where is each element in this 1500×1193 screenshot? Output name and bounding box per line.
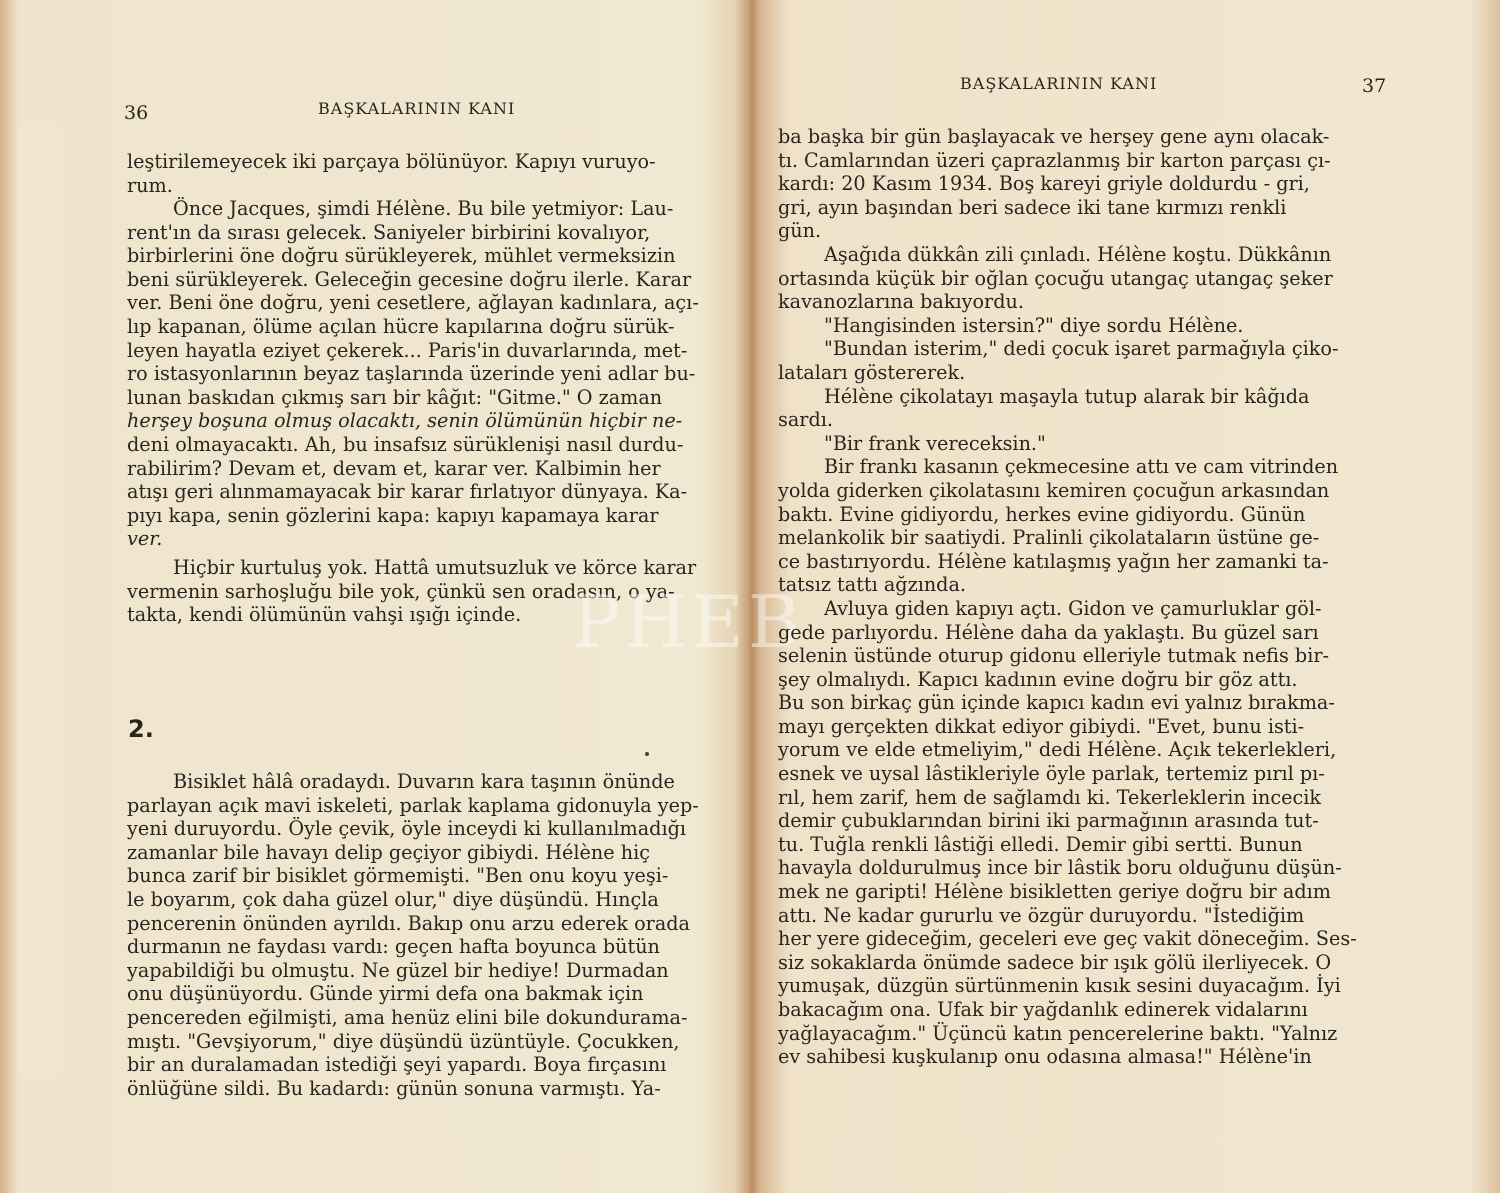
text-line: yorum ve elde etmeliyim," dedi Hélène. Açık tekerlekleri, — [778, 738, 1337, 762]
text-line: Bisiklet hâlâ oradaydı. Duvarın kara taşının önünde — [173, 770, 675, 793]
text-line: baktı. Evine gidiyordu, herkes evine gidiyordu. Günün — [778, 502, 1306, 526]
text-line: ce bastırıyordu. Hélène katılaşmış yağın her zamanki ta- — [778, 549, 1329, 573]
watermark: PHEB — [572, 580, 805, 664]
text-line: yumuşak, düzgün sürtünmenin kısık sesini duyacağım. İyi — [778, 974, 1341, 998]
text-line: yağlayacağım." Üçüncü katın pencerelerine baktı. "Yalnız — [778, 1021, 1338, 1045]
text-line: mek ne garipti! Hélène bisikletten geriye doğru bir adım — [778, 880, 1331, 904]
paragraph — [778, 125, 1384, 243]
text-line: ro istasyonlarının beyaz taşlarında üzerinde yeni adlar bu- — [127, 362, 696, 386]
text-line: beni sürükleyerek. Geleceğin gecesine doğru ilerle. Karar — [127, 267, 692, 291]
right-page — [752, 0, 1500, 1193]
text-line: bakacağım ona. Ufak bir yağdanlık edinerek vidalarını — [778, 998, 1308, 1021]
page-edge-shadow — [20, 125, 68, 1075]
text-line: bunca zarif bir bisiklet görmemişti. "Ben onu koyu yeşi- — [127, 864, 669, 888]
page-number: 37 — [1362, 75, 1387, 97]
text-line: gri, ayın başından beri sadece iki tane kırmızı renkli — [778, 195, 1287, 219]
text-line: leyen hayatla eziyet çekerek... Paris'in duvarlarında, met- — [127, 338, 688, 362]
text-line: pencereden eğilmişti, ama henüz elini bile dokundurama- — [127, 1005, 688, 1029]
text-line: demir çubuklarından birini iki parmağının arasında tut- — [778, 809, 1319, 833]
paragraph — [127, 770, 737, 1100]
text-line: durmanın ne faydası vardı: geçen hafta boyunca bütün — [127, 935, 660, 959]
text-line: leştirilemeyecek iki parçaya bölünüyor. Kapıyı vuruyo- — [127, 150, 656, 173]
text-line: tu. Tuğla renkli lâstiği elledi. Demir gibi sertti. Bunun — [778, 832, 1303, 856]
text-line: gün. — [778, 219, 822, 243]
text-line: ev sahibesi kuşkulanıp onu odasına almasa!" Hélène'in — [778, 1045, 1312, 1069]
text-line: önlüğüne sildi. Bu kadardı: günün sonuna varmıştı. Ya- — [127, 1076, 661, 1100]
text-line: pencerenin önünden ayrıldı. Bakıp onu arzu ederek orada — [127, 911, 690, 935]
text-line: Avluya giden kapıyı açtı. Gidon ve çamurluklar göl- — [824, 596, 1322, 620]
text-line: tı. Camlarından üzeri çaprazlanmış bir karton parçası çı- — [778, 148, 1331, 172]
text-line: Hélène çikolatayı maşayla tutup alarak bir kâğıda — [824, 384, 1310, 408]
text-line: atışı geri alınmamayacak bir karar fırlatıyor dünyaya. Ka- — [127, 480, 688, 504]
text-line: Önce Jacques, şimdi Hélène. Bu bile yetmiyor: Lau- — [173, 197, 674, 220]
text-line: Bu son birkaç gün içinde kapıcı kadın evi yalnız bırakma- — [778, 691, 1335, 715]
text-line: yolda giderken çikolatasını kemiren çocuğun arkasından — [778, 478, 1330, 502]
text-line: sardı. — [778, 408, 833, 432]
text-line: her yere gideceğim, geceleri eve geç vakit döneceğim. Ses- — [778, 927, 1357, 951]
text-line: ver. — [127, 527, 163, 551]
text-line: mayı gerçekten dikkat ediyor gibiydi. "Evet, bunu isti- — [778, 714, 1305, 738]
text-line: yeni duruyordu. Öyle çevik, öyle inceydi ki kullanılmadığı — [127, 817, 687, 841]
text-line: attı. Ne kadar gururlu ve özgür duruyordu. "İstediğim — [778, 903, 1305, 927]
text-line: kavanozlarına bakıyordu. — [778, 290, 1024, 314]
text-line: "Bir frank vereceksin." — [824, 431, 1046, 455]
page-number: 36 — [124, 102, 149, 124]
text-line: esnek ve uysal lâstikleriyle öyle parlak, tertemiz pırıl pı- — [778, 762, 1325, 786]
paragraph — [127, 197, 737, 551]
text-line: ver. Beni öne doğru, yeni cesetlere, ağlayan kadınlara, açı- — [127, 291, 699, 315]
text-line: onu düşünüyordu. Günde yirmi defa ona bakmak için — [127, 982, 644, 1006]
text-line: pıyı kapa, senin gözlerini kapa: kapıyı kapamaya karar — [127, 503, 659, 527]
text-line: kardı: 20 Kasım 1934. Boş kareyi griyle doldurdu - gri, — [778, 172, 1310, 196]
text-line: şey olmalıydı. Kapıcı kadının evine doğru bir göz attı. — [778, 667, 1298, 691]
text-line: ortasında küçük bir oğlan çocuğu utangaç utangaç şeker — [778, 266, 1333, 290]
text-line: siz sokaklarda önümde sadece bir ışık gölü ilerliyecek. O — [778, 950, 1332, 974]
running-head: BAŞKALARININ KANI — [318, 99, 516, 118]
text-line: mıştı. "Gevşiyorum," diye düşündü üzüntüyle. Çocukken, — [127, 1029, 680, 1053]
text-line: melankolik bir saatiydi. Pralinli çikolataların üstüne ge- — [778, 526, 1320, 550]
text-line: herşey boşuna olmuş olacaktı, senin ölümünün hiçbir ne- — [127, 409, 683, 433]
text-line: parlayan açık mavi iskeleti, parlak kaplama gidonuyla yep- — [127, 793, 699, 817]
text-line: lunan baskıdan çıkmış sarı bir kâğıt: "Gitme." O zaman — [127, 385, 663, 409]
text-line: rabilirim? Devam et, devam et, karar ver. Kalbimin her — [127, 456, 661, 480]
text-line: ba başka bir gün başlayacak ve herşey gene aynı olacak- — [778, 125, 1330, 148]
text-line: selenin üstünde oturup gidonu elleriyle tutmak nefis bir- — [778, 644, 1330, 668]
text-line: vermenin sarhoşluğu bile yok, çünkü sen oradasın, o ya- — [127, 579, 675, 603]
text-line: yapabildiği bu olmuştu. Ne güzel bir hediye! Durmadan — [127, 958, 669, 982]
text-line: deni olmayacaktı. Ah, bu insafsız sürüklenişi nasıl durdu- — [127, 432, 684, 456]
text-line: Hiçbir kurtuluş yok. Hattâ umutsuzluk ve körce karar — [173, 556, 697, 579]
text-line: tatsız tattı ağzında. — [778, 573, 967, 597]
text-line: takta, kendi ölümünün vahşi ışığı içinde. — [127, 603, 522, 627]
text-line: Aşağıda dükkân zili çınladı. Hélène koştu. Dükkânın — [824, 243, 1332, 266]
text-line: lıp kapanan, ölüme açılan hücre kapılarına doğru sürük- — [127, 314, 675, 338]
running-head: BAŞKALARININ KANI — [960, 74, 1158, 93]
text-line: le boyarım, çok daha güzel olur," diye düşündü. Hınçla — [127, 887, 659, 911]
section-number: 2. — [128, 715, 154, 743]
text-line: rum. — [127, 173, 173, 197]
text-line: birbirlerini öne doğru sürükleyerek, mühlet vermeksizin — [127, 244, 676, 268]
text-line: gede parlıyordu. Hélène daha da yaklaştı. Bu güzel sarı — [778, 620, 1319, 644]
paragraph — [127, 150, 737, 197]
text-line: rent'ın da sırası gelecek. Saniyeler birbirini kovalıyor, — [127, 220, 651, 244]
text-line: "Hangisinden istersin?" diye sordu Hélène. — [824, 313, 1244, 337]
paragraph — [778, 243, 1384, 1069]
text-line: lataları göstererek. — [778, 360, 966, 384]
ink-dot — [645, 752, 649, 756]
text-line: rıl, hem zarif, hem de sağlamdı ki. Tekerleklerin incecik — [778, 785, 1321, 809]
text-line: zamanlar bile havayı delip geçiyor gibiydi. Hélène hiç — [127, 840, 650, 864]
text-line: havayla doldurulmuş ince bir lâstik boru olduğunu düşün- — [778, 856, 1342, 880]
text-line: Bir frankı kasanın çekmecesine attı ve cam vitrinden — [824, 455, 1339, 479]
text-line: bir an duralamadan istediği şeyi yapardı. Boya fırçasını — [127, 1053, 667, 1077]
text-line: "Bundan isterim," dedi çocuk işaret parmağıyla çiko- — [824, 337, 1339, 361]
